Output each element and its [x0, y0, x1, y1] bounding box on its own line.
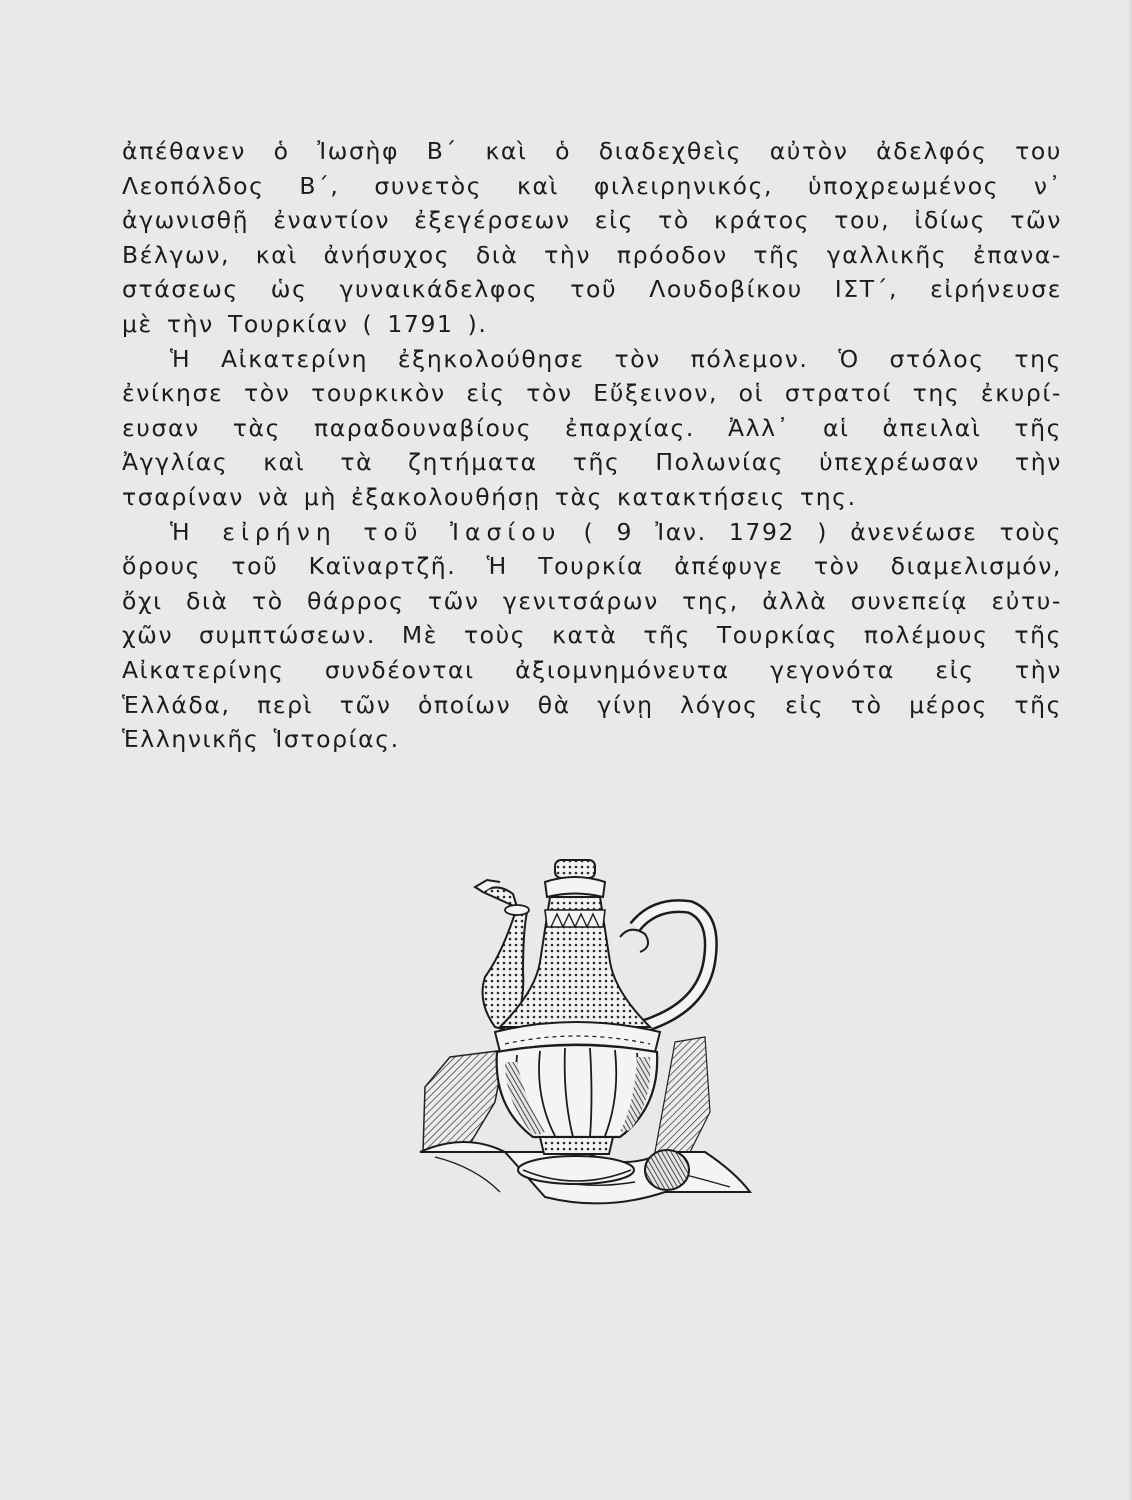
page-edge [1128, 0, 1132, 1500]
paragraph-2 [122, 342, 1062, 515]
text-line: ἀγωνισθῇ ἐναντίον ἐξεγέρσεων εἰς τὸ κράτος του, ἰδίως τῶν [122, 206, 1062, 235]
ewer-vignette-icon [405, 852, 775, 1232]
text-line: Ἑλληνικῆς Ἱστορίας. [122, 725, 400, 754]
text-line: Λεοπόλδος Β΄, συνετὸς καὶ φιλειρηνικός, ὑποχρεωμένος ν᾽ [122, 171, 1062, 200]
text-line: Βέλγων, καὶ ἀνήσυχος διὰ τὴν πρόοδον τῆς γαλλικῆς ἐπανα- [122, 240, 1062, 269]
paragraph-3 [122, 515, 1062, 757]
spaced-heading-text: Ἡ εἰρήνη τοῦ Ἰασίου [170, 517, 562, 546]
text-line: Ἑλλάδα, περὶ τῶν ὁποίων θὰ γίνῃ λόγος εἰς τὸ μέρος τῆς [122, 690, 1062, 719]
text-line-rest: ( 9 Ἰαν. 1792 ) ἀνενέωσε τοὺς [561, 517, 1062, 546]
text-line: χῶν συμπτώσεων. Μὲ τοὺς κατὰ τῆς Τουρκίας πολέμους τῆς [122, 621, 1062, 650]
paragraph-1 [122, 134, 1062, 342]
text-line: Αἰκατερίνης συνδέονται ἀξιομνημόνευτα γεγονότα εἰς τὴν [122, 655, 1062, 684]
text-line: ὄχι διὰ τὸ θάρρος τῶν γενιτσάρων της, ἀλλὰ συνεπείᾳ εὐτυ- [122, 586, 1062, 615]
text-line: τσαρίναν νὰ μὴ ἐξακολουθήσῃ τὰς κατακτήσεις της. [122, 482, 857, 511]
text-line: ὅρους τοῦ Καϊναρτζῆ. Ἡ Τουρκία ἀπέφυγε τὸν διαμελισμόν, [122, 552, 1062, 581]
body-text [122, 134, 1062, 757]
text-line: ἐνίκησε τὸν τουρκικὸν εἰς τὸν Εὔξεινον, οἱ στρατοί της ἐκυρί- [122, 379, 1062, 408]
text-line: Ἡ Αἰκατερίνη ἐξηκολούθησε τὸν πόλεμον. Ὁ στόλος της [170, 344, 1062, 373]
text-line: ευσαν τὰς παραδουναβίους ἐπαρχίας. Ἀλλ᾽ αἱ ἀπειλαὶ τῆς [122, 413, 1062, 442]
text-line: μὲ τὴν Τουρκίαν ( 1791 ). [122, 309, 488, 338]
text-line: στάσεως ὡς γυναικάδελφος τοῦ Λουδοβίκου ΙΣΤ΄, εἰρήνευσε [122, 275, 1062, 304]
text-line [122, 515, 1062, 550]
text-line: ἀπέθανεν ὁ Ἰωσὴφ Β΄ καὶ ὁ διαδεχθεὶς αὐτὸν ἀδελφός του [122, 137, 1062, 165]
text-line: Ἀγγλίας καὶ τὰ ζητήματα τῆς Πολωνίας ὑπεχρέωσαν τὴν [122, 448, 1062, 477]
